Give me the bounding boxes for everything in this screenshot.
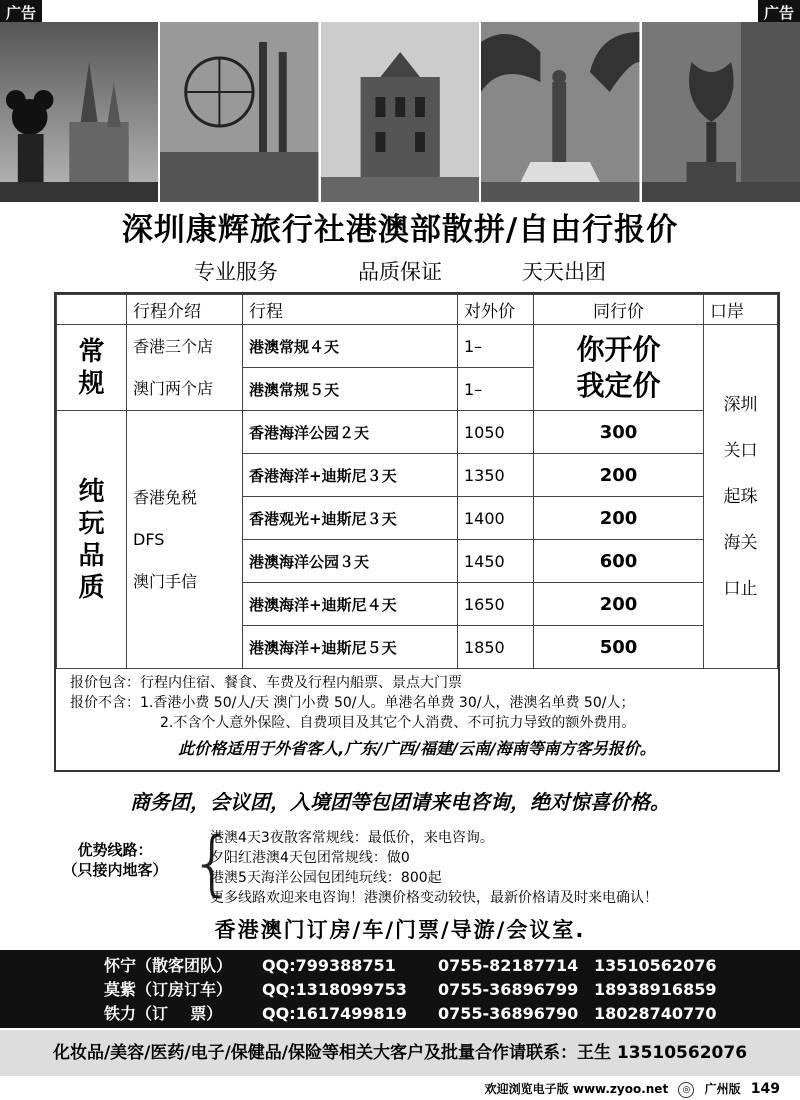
contact-name: 莫紫（订房订车）: [104, 980, 233, 999]
brace-icon: {: [190, 822, 235, 904]
col-header-route: 行程: [243, 295, 458, 325]
peer-price: 200: [534, 497, 704, 540]
statue-icon: [481, 22, 641, 202]
contact-tel: 0755-82187714: [438, 956, 579, 975]
pure-intro: 香港免税 DFS 澳门手信: [127, 411, 243, 669]
route-name: 港澳海洋+迪斯尼４天: [243, 583, 458, 626]
regular-intro: 香港三个店 澳门两个店: [127, 325, 243, 411]
route-name: 港澳海洋+迪斯尼５天: [243, 626, 458, 669]
slogan-row: [0, 256, 800, 286]
retail-price: 1–: [458, 368, 534, 411]
retail-price: 1400: [458, 497, 534, 540]
contact-tel: 0755-36896790: [438, 1004, 579, 1023]
table-row: [57, 411, 778, 454]
contact-row: [104, 978, 800, 1002]
col-header-blank: [57, 295, 127, 325]
peer-price: 600: [534, 540, 704, 583]
publisher-logo-icon: ◎: [678, 1082, 694, 1098]
slogan-professional: 专业服务: [194, 260, 278, 284]
category-regular: 常规: [57, 325, 127, 411]
port-cell: 深圳 关口 起珠 海关 口止: [704, 325, 778, 669]
cosmetics-banner: 化妆品/美容/医药/电子/保健品/保险等相关大客户及批量合作请联系：王生 13510562076: [0, 1030, 800, 1076]
page-footer: [0, 1078, 800, 1100]
advantage-lines: [210, 828, 790, 912]
advantage-label: 优势线路： （只接内地客）: [62, 841, 168, 879]
bauhinia-icon: [642, 22, 800, 202]
peer-price: 300: [534, 411, 704, 454]
contact-mobile: 18938916859: [594, 980, 717, 999]
route-name: 香港观光+迪斯尼３天: [243, 497, 458, 540]
peer-slogan: 你开价 我定价: [534, 325, 704, 411]
business-banner: 商务团，会议团，入境团等包团请来电咨询，绝对惊喜价格。: [130, 790, 670, 814]
note-applies: 此价格适用于外省客人,广东/广西/福建/云南/海南等南方客另报价。: [178, 739, 656, 758]
contact-row: [104, 1002, 800, 1026]
list-item: 夕阳红港澳4天包团常规线：做0: [210, 850, 410, 866]
peer-price: 500: [534, 626, 704, 669]
peer-price: 200: [534, 583, 704, 626]
ad-tag-left: 广告: [0, 0, 42, 25]
retail-price: 1450: [458, 540, 534, 583]
retail-price: 1850: [458, 626, 534, 669]
footer-site: www.zyoo.net: [572, 1082, 669, 1096]
list-item: 更多线路欢迎来电咨询！港澳价格变动较快，最新价格请及时来电确认！: [210, 890, 658, 906]
price-table-box: [54, 292, 780, 772]
route-name: 港澳常规５天: [243, 368, 458, 411]
ruins-icon: [321, 22, 481, 202]
booking-banner: 香港澳门订房/车/门票/导游/会议室.: [214, 918, 586, 942]
note-included: 报价包含：行程内住宿、餐食、车费及行程内船票、景点大门票: [70, 675, 462, 691]
retail-price: 1350: [458, 454, 534, 497]
disney-icon: [0, 22, 160, 202]
note-excluded-1: 报价不含：1.香港小费 50/人/天 澳门小费 50/人。单港名单费 30/人，港澳名单费 50/人；: [70, 695, 635, 711]
contact-mobile: 18028740770: [594, 1004, 717, 1023]
table-header-row: [57, 295, 778, 325]
ferris-wheel-icon: [160, 22, 320, 202]
list-item: 港澳5天海洋公园包团纯玩线：800起: [210, 870, 442, 886]
route-name: 港澳海洋公园３天: [243, 540, 458, 583]
list-item: 港澳4天3夜散客常规线：最低价，来电咨询。: [210, 830, 494, 846]
table-row: [57, 325, 778, 368]
retail-price: 1050: [458, 411, 534, 454]
slogan-daily: 天天出团: [522, 260, 606, 284]
slogan-quality: 品质保证: [358, 260, 442, 284]
contact-name: 怀宁（散客团队）: [104, 956, 233, 975]
route-name: 港澳常规４天: [243, 325, 458, 368]
category-pure: 纯玩品质: [57, 411, 127, 669]
note-excluded-2: 2.不含个人意外保险、自费项目及其它个人消费、不可抗力导致的额外费用。: [160, 715, 636, 731]
contact-band: [0, 950, 800, 1028]
peer-price: 200: [534, 454, 704, 497]
ad-tag-right: 广告: [758, 0, 800, 25]
contact-tel: 0755-36896799: [438, 980, 579, 999]
route-name: 香港海洋+迪斯尼３天: [243, 454, 458, 497]
footer-edition: 广州版: [704, 1082, 741, 1096]
retail-price: 1–: [458, 325, 534, 368]
contact-qq: QQ:799388751: [262, 956, 396, 975]
footer-browse: 欢迎浏览电子版: [484, 1082, 569, 1096]
contact-qq: QQ:1318099753: [262, 980, 407, 999]
price-notes: [56, 669, 778, 763]
advantage-routes: [40, 822, 790, 912]
page-title: 深圳康辉旅行社港澳部散拼/自由行报价: [121, 212, 679, 248]
hero-banner: [0, 22, 800, 202]
page-number: 149: [750, 1081, 780, 1097]
contact-row: [104, 954, 800, 978]
contact-name: 铁力（订 票）: [104, 1004, 223, 1023]
contact-mobile: 13510562076: [594, 956, 717, 975]
contact-qq: QQ:1617499819: [262, 1004, 407, 1023]
col-header-intro: 行程介绍: [127, 295, 243, 325]
route-name: 香港海洋公园２天: [243, 411, 458, 454]
col-header-retail: 对外价: [458, 295, 534, 325]
col-header-port: 口岸: [704, 295, 778, 325]
retail-price: 1650: [458, 583, 534, 626]
col-header-peer: 同行价: [534, 295, 704, 325]
price-table: [56, 294, 778, 669]
